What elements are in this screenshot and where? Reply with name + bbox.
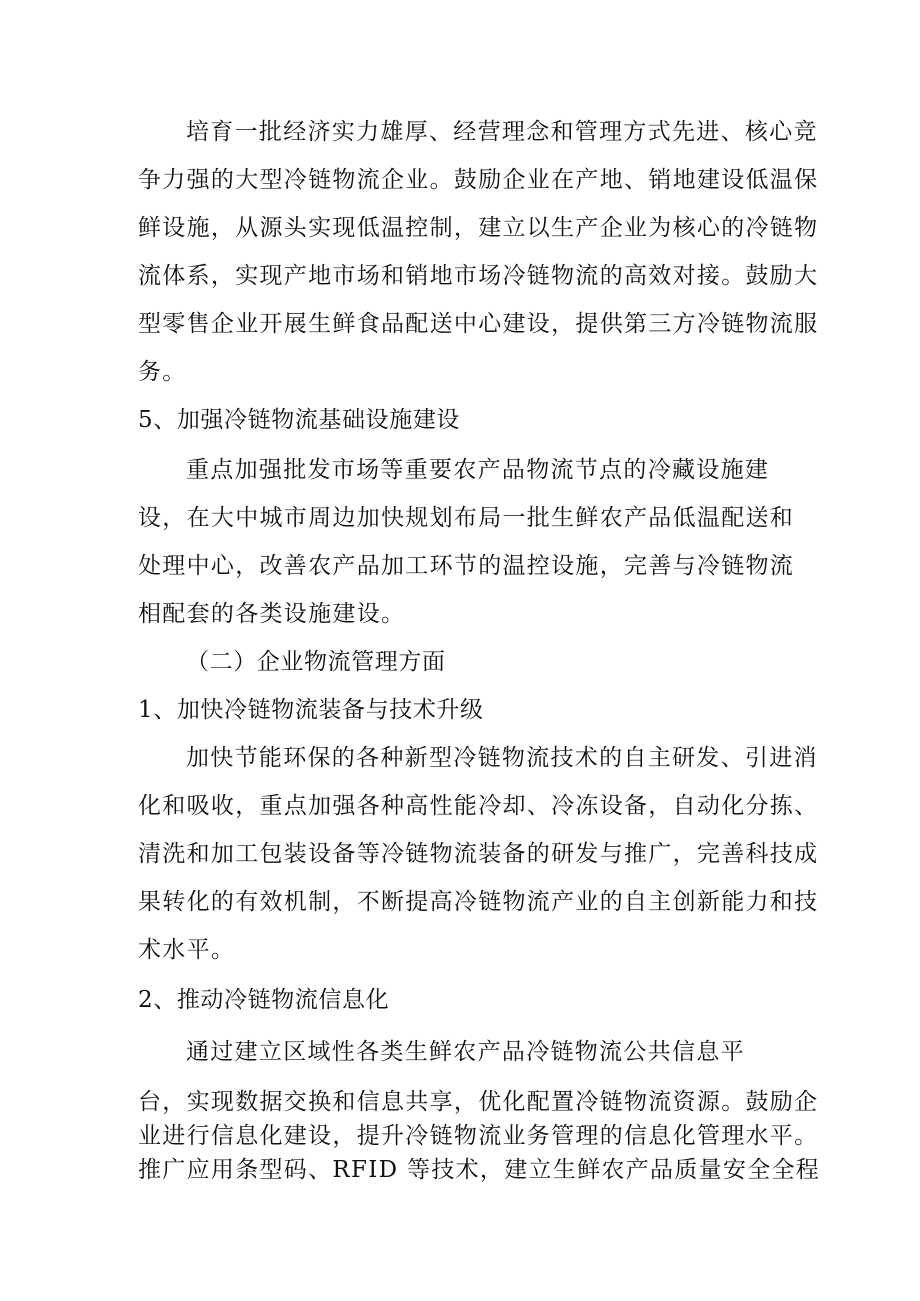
paragraph-line: 重点加强批发市场等重要农产品物流节点的冷藏设施建 [186, 457, 770, 483]
paragraph-line: 果转化的有效机制，不断提高冷链物流产业的自主创新能力和技 [138, 889, 819, 915]
paragraph-line: 务。 [138, 359, 187, 385]
paragraph-line: 推广应用条型码、RFID 等技术，建立生鲜农产品质量安全全程 [138, 1157, 821, 1183]
paragraph-line: 处理中心，改善农产品加工环节的温控设施，完善与冷链物流 [138, 553, 795, 579]
paragraph-line: 鲜设施，从源头实现低温控制，建立以生产企业为核心的冷链物 [138, 215, 819, 241]
paragraph-line: 通过建立区域性各类生鲜农产品冷链物流公共信息平 [186, 1039, 745, 1065]
paragraph-line: 设，在大中城市周边加快规划布局一批生鲜农产品低温配送和 [138, 505, 795, 531]
section-heading: 2、推动冷链物流信息化 [138, 987, 390, 1013]
paragraph-line: 流体系，实现产地市场和销地市场冷链物流的高效对接。鼓励大 [138, 263, 819, 289]
paragraph-line: 加快节能环保的各种新型冷链物流技术的自主研发、引进消 [186, 745, 818, 771]
paragraph-line: 培育一批经济实力雄厚、经营理念和管理方式先进、核心竞 [186, 119, 818, 145]
paragraph-line: 型零售企业开展生鲜食品配送中心建设，提供第三方冷链物流服 [138, 311, 819, 337]
paragraph-line: 台，实现数据交换和信息共享，优化配置冷链物流资源。鼓励企 [138, 1089, 819, 1115]
paragraph-line: 业进行信息化建设，提升冷链物流业务管理的信息化管理水平。 [138, 1123, 819, 1149]
paragraph-line: 争力强的大型冷链物流企业。鼓励企业在产地、销地建设低温保 [138, 167, 819, 193]
section-heading: 1、加快冷链物流装备与技术升级 [138, 697, 484, 723]
paragraph-line: 相配套的各类设施建设。 [138, 601, 406, 627]
paragraph-line: 术水平。 [138, 937, 236, 963]
paragraph-line: 清洗和加工包装设备等冷链物流装备的研发与推广，完善科技成 [138, 841, 819, 867]
paragraph-line: 化和吸收，重点加强各种高性能冷却、冷冻设备，自动化分拣、 [138, 793, 819, 819]
section-heading: 5、加强冷链物流基础设施建设 [138, 407, 461, 433]
section-title: （二）企业物流管理方面 [186, 649, 446, 675]
